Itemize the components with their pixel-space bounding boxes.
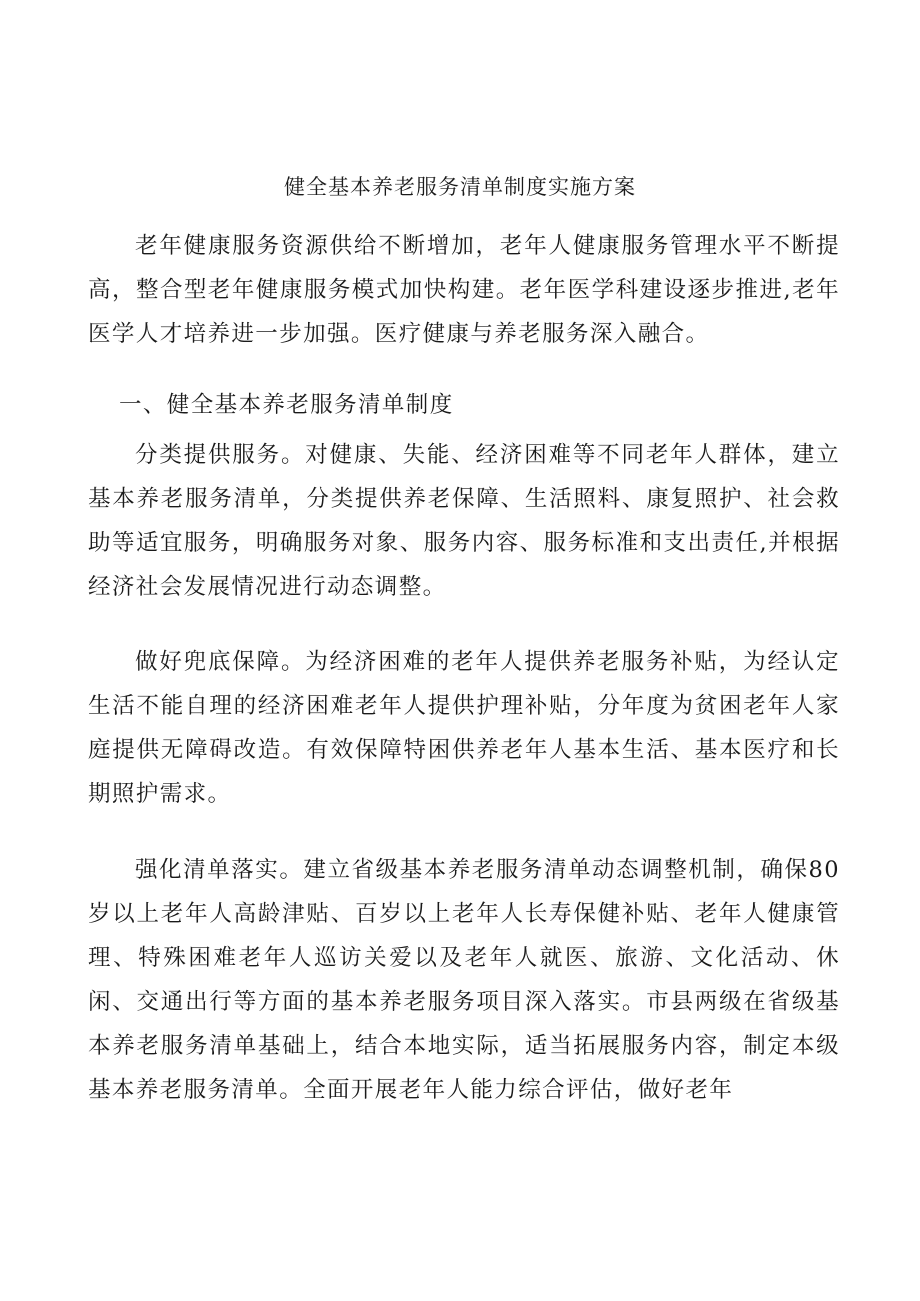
document-title: 健全基本养老服务清单制度实施方案: [284, 175, 636, 199]
list-implementation-paragraph: 强化清单落实。建立省级基本养老服务清单动态调整机制，确保80岁以上老年人高龄津贴、百岁以上老年人长寿保健补贴、老年人健康管理、特殊困难老年人巡访关爱以及老年人就医、旅游、文化活动、休闲、交通出行等方面的基本养老服务项目深入落实。市县两级在省级基本养老服务清单基础上，结合本地实际，适当拓展服务内容，制定本级基本养老服务清单。全面开展老年人能力综合评估，做好老年: [88, 857, 840, 1103]
classify-services-paragraph: 分类提供服务。对健康、失能、经济困难等不同老年人群体，建立基本养老服务清单，分类提供养老保障、生活照料、康复照护、社会救助等适宜服务，明确服务对象、服务内容、服务标准和支出责任,并根据经济社会发展情况进行动态调整。: [88, 442, 840, 600]
intro-paragraph: 老年健康服务资源供给不断增加，老年人健康服务管理水平不断提高，整合型老年健康服务模式加快构建。老年医学科建设逐步推进,老年医学人才培养进一步加强。医疗健康与养老服务深入融合。: [88, 233, 840, 347]
bottom-line-guarantee-paragraph: 做好兜底保障。为经济困难的老年人提供养老服务补贴，为经认定生活不能自理的经济困难老年人提供护理补贴，分年度为贫困老年人家庭提供无障碍改造。有效保障特困供养老年人基本生活、基本医疗和长期照护需求。: [88, 649, 840, 807]
section-heading: 一、健全基本养老服务清单制度: [119, 392, 454, 418]
